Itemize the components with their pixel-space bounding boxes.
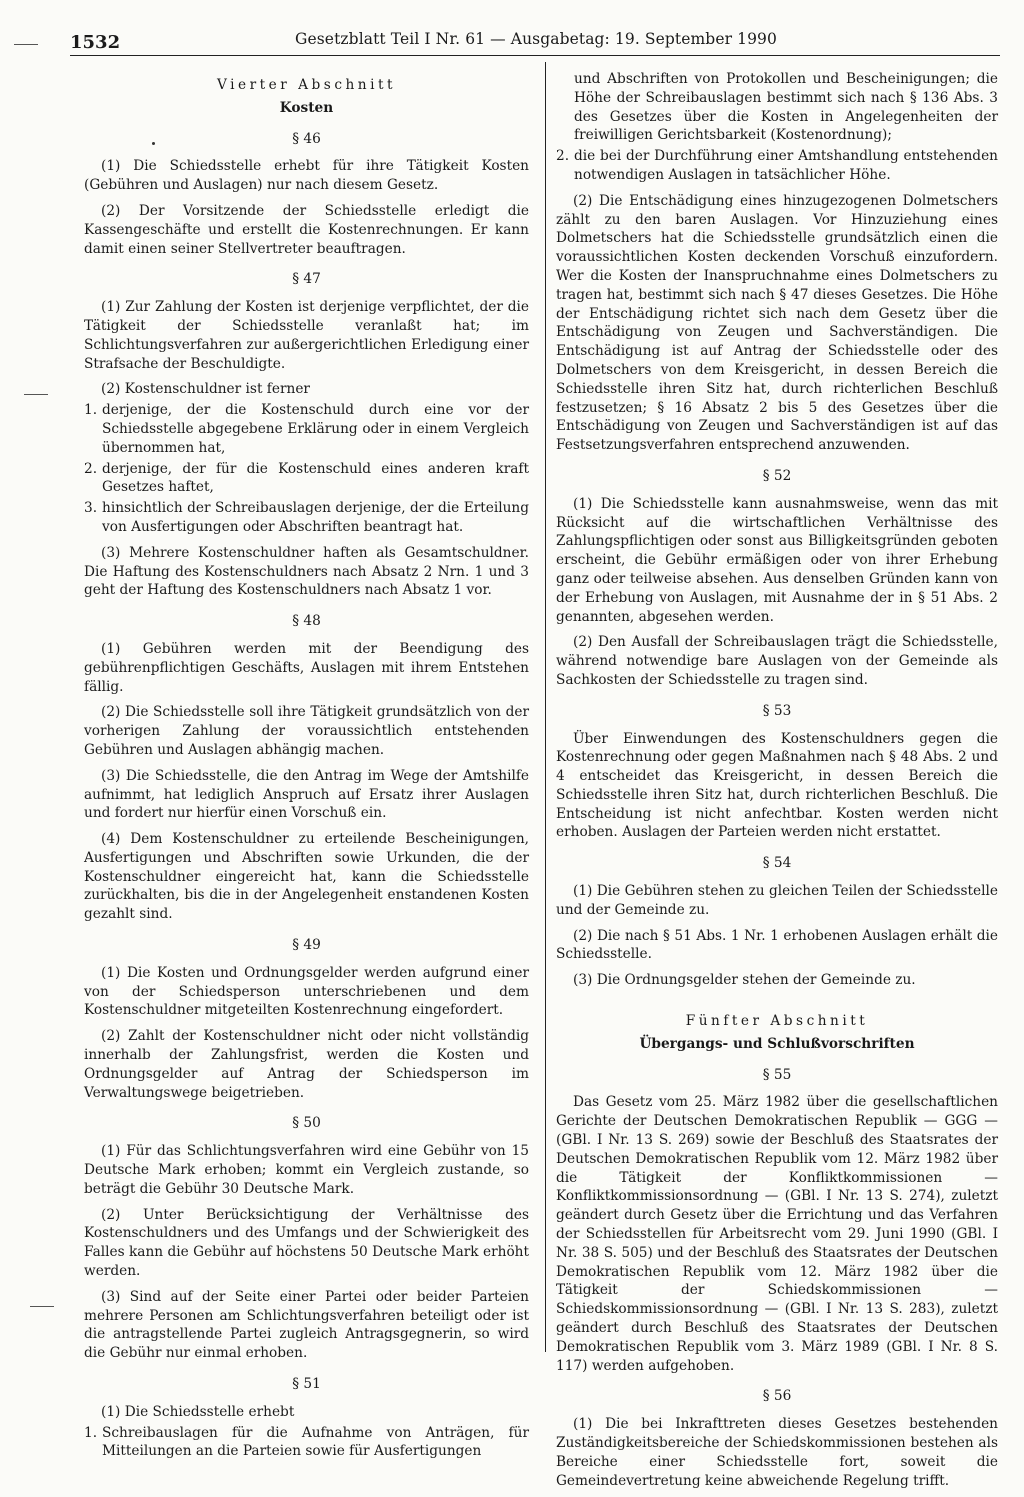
paragraph-50-2: (2) Unter Berücksichtigung der Verhältnisse des Kostenschuldners und des Umfangs und der Schwierigkeit des Falles kann die Gebühr auf höchstens 50 Deutsche Mark erhöht werden. <box>84 1206 529 1280</box>
paragraph-51-2: (2) Die Entschädigung eines hinzugezogenen Dolmetschers zählt zu den baren Auslagen. Vor Hinzuziehung eines Dolmetschers hat die Schiedsstelle grundsätzlich einen die voraussichtlichen Kosten deckenden Vorschuß einzufordern. Wer die Kosten der Inanspruchnahme eines Dolmetschers zu tragen hat, bestimmt sich nach § 47 dieses Gesetzes. Die Höhe der Entschädigung richtet sich nach dem Gesetz über die Entschädigung von Zeugen und Sachverständigen. Die Entschädigung ist auf Antrag der Schiedsstelle oder des Dolmetschers von dem Kreisgericht, in dessen Bereich die Schiedsstelle ihren Sitz hat, durch richterlichen Beschluß festzusetzen; § 16 Absatz 2 bis 5 des Gesetzes über die Entschädigung von Zeugen und Sachverständigen ist auf das Festsetzungsverfahren entsprechend anzuwenden. <box>556 192 998 454</box>
section-title-uebergang: Übergangs- und Schlußvorschriften <box>639 1035 915 1052</box>
paragraph-52-label: § 52 <box>762 467 792 484</box>
paragraph-53-label: § 53 <box>762 702 792 719</box>
paragraph-54-label: § 54 <box>762 855 792 872</box>
paragraph-49-label: § 49 <box>292 937 321 954</box>
right-column <box>556 70 998 1497</box>
paragraph-54-1: (1) Die Gebühren stehen zu gleichen Teilen der Schiedsstelle und der Gemeinde zu. <box>556 883 998 918</box>
header-rule <box>70 55 1000 56</box>
paragraph-48-3: (3) Die Schiedsstelle, die den Antrag im Wege der Amtshilfe aufnimmt, hat lediglich Anspruch auf Ersatz ihrer Auslagen und fordert nur hierfür einen Vorschuß ein. <box>84 767 529 822</box>
paragraph-52-2: (2) Den Ausfall der Schreibauslagen trägt die Schiedsstelle, während notwendige bare Auslagen von der Gemeinde als Sachkosten der Schiedsstelle zu tragen sind. <box>556 634 998 688</box>
section-title-kosten: Kosten <box>279 99 334 116</box>
paragraph-49-1: (1) Die Kosten und Ordnungsgelder werden aufgrund einer von der Schiedsperson unterschriebenen und dem Kostenschuldner mitgeteilten Kostenrechnung eingefordert. <box>84 964 529 1019</box>
list-item: 1. derjenige, der die Kostenschuld durch eine vor der Schiedsstelle abgegebene Erklärung oder in einem Vergleich übernommen hat, <box>84 402 529 456</box>
paragraph-51-1-list-cont <box>556 70 998 185</box>
list-item: 2. derjenige, der für die Kostenschuld eines anderen kraft Gesetzes haftet, <box>84 460 529 496</box>
running-title: Gesetzblatt Teil I Nr. 61 — Ausgabetag: 19. September 1990 <box>295 30 777 48</box>
paragraph-56-1: (1) Die bei Inkrafttreten dieses Gesetzes bestehenden Zuständigkeitsbereiche der Schiedskommissionen bestehen als Bereiche einer Schiedsstelle fort, soweit die Gemeindevertretung keine abweichende Regelung trifft. <box>556 1416 998 1489</box>
page-header <box>70 30 1000 56</box>
paragraph-48-label: § 48 <box>292 613 321 630</box>
paragraph-50-1: (1) Für das Schlichtungsverfahren wird eine Gebühr von 15 Deutsche Mark erhoben; kommt ein Vergleich zustande, so beträgt die Gebühr 30 Deutsche Mark. <box>84 1143 529 1197</box>
margin-mark <box>24 394 48 395</box>
paragraph-52-1: (1) Die Schiedsstelle kann ausnahmsweise, wenn das mit Rücksicht auf die wirtschaftlichen Verhältnisse des Zahlungspflichtigen oder sonst aus Billigkeitsgründen geboten erscheint, die Gebühr ermäßigen oder von ihrer Erhebung ganz oder teilweise absehen. Aus denselben Gründen kann von der Erhebung von Auslagen, mit Ausnahme der in § 51 Abs. 2 genannten, abgesehen werden. <box>556 495 998 625</box>
paragraph-47-label: § 47 <box>292 271 321 288</box>
paragraph-56-label: § 56 <box>762 1388 792 1405</box>
margin-mark <box>14 44 38 45</box>
paragraph-48-1: (1) Gebühren werden mit der Beendigung des gebührenpflichtigen Geschäfts, Auslagen mit ihrem Entstehen fällig. <box>84 640 529 695</box>
list-item: und Abschriften von Protokollen und Bescheinigungen; die Höhe der Schreibauslagen bestimmt sich nach § 136 Abs. 3 des Gesetzes über die Kosten in Angelegenheiten der freiwilligen Gerichtsbarkeit (Kostenordnung); <box>574 71 998 144</box>
paragraph-50-label: § 50 <box>292 1115 321 1132</box>
paragraph-55-1: Das Gesetz vom 25. März 1982 über die gesellschaftlichen Gerichte der Deutschen Demokratischen Republik — GGG — (GBl. I Nr. 13 S. 269) sowie der Beschluß des Staatsrates der Deutschen Demokratischen Republik vom 12. März 1982 über die Tätigkeit der Konfliktkommissionen — Konfliktkommissionsordnung — (GBl. I Nr. 13 S. 274), zuletzt geändert durch Gesetz über die Errichtung und das Verfahren der Schiedsstellen für Arbeitsrecht vom 29. Juni 1990 (GBl. I Nr. 38 S. 505) und der Beschluß des Staatsrates der Deutschen Demokratischen Republik vom 12. März 1982 über die Tätigkeit der Schiedskommissionen — Schiedskommissionsordnung — (GBl. I Nr. 13 S. 283), zuletzt geändert durch Beschluß des Staatsrates der Deutschen Demokratischen Republik vom 3. März 1989 (GBl. I Nr. 8 S. 117) werden aufgehoben. <box>556 1094 998 1374</box>
margin-mark <box>30 1306 54 1307</box>
paragraph-46-2: (2) Der Vorsitzende der Schiedsstelle erledigt die Kassengeschäfte und erstellt die Kostenrechnungen. Er kann damit einen seiner Stellvertreter beauftragen. <box>84 202 529 257</box>
paragraph-49-2: (2) Zahlt der Kostenschuldner nicht oder nicht vollständig innerhalb der Zahlungsfrist, werden die Kosten und Ordnungsgelder auf Antrag der Schiedsperson im Verwaltungswege beigetrieben. <box>84 1028 529 1101</box>
list-item: 2. die bei der Durchführung einer Amtshandlung entstehenden notwendigen Auslagen in tatsächlicher Höhe. <box>556 148 998 183</box>
paragraph-54-2: (2) Die nach § 51 Abs. 1 Nr. 1 erhobenen Auslagen erhält die Schiedsstelle. <box>556 927 998 963</box>
list-item: 1. Schreibauslagen für die Aufnahme von Anträgen, für Mitteilungen an die Parteien sowie für Ausfertigungen <box>84 1424 529 1460</box>
paragraph-54-3: (3) Die Ordnungsgelder stehen der Gemeinde zu. <box>573 972 916 989</box>
paragraph-47-3: (3) Mehrere Kostenschuldner haften als Gesamtschuldner. Die Haftung des Kostenschuldners nach Absatz 2 Nrn. 1 und 3 geht der Haftung des Kostenschuldners nach Absatz 1 vor. <box>84 544 529 599</box>
section-heading-5: Fünfter Abschnitt <box>685 1013 869 1030</box>
column-divider <box>545 62 546 1352</box>
paragraph-47-1: (1) Zur Zahlung der Kosten ist derjenige verpflichtet, der die Tätigkeit der Schiedsstelle veranlaßt hat; im Schlichtungsverfahren zur außergerichtlichen Erledigung einer Strafsache der Beschuldigte. <box>84 299 529 372</box>
paragraph-51-label: § 51 <box>292 1376 321 1393</box>
paragraph-48-2: (2) Die Schiedsstelle soll ihre Tätigkeit grundsätzlich von der vorherigen Zahlung der voraussichtlich entstehenden Gebühren und Auslagen abhängig machen. <box>84 704 529 758</box>
paragraph-51-1-list <box>84 1424 529 1462</box>
paragraph-50-3: (3) Sind auf der Seite einer Partei oder beider Parteien mehrere Personen am Schlichtungsverfahren beteiligt oder ist die antragstellende Partei zugleich Antragsgegnerin, so wird die Gebühr nur einmal erhoben. <box>84 1288 529 1362</box>
page-number: 1532 <box>70 32 121 53</box>
paragraph-51-1-intro: (1) Die Schiedsstelle erhebt <box>101 1403 295 1420</box>
paragraph-47-2-list <box>84 401 529 537</box>
left-column <box>84 74 529 1468</box>
paragraph-46-label: § 46 <box>292 130 321 147</box>
paragraph-48-4: (4) Dem Kostenschuldner zu erteilende Bescheinigungen, Ausfertigungen und Abschriften sowie Urkunden, die der Kostenschuldner eingereicht hat, kann die Schiedsstelle zurückhalten, bis die in der Angelegenheit enstandenen Kosten gezahlt sind. <box>84 831 529 923</box>
list-item: 3. hinsichtlich der Schreibauslagen derjenige, der die Erteilung von Ausfertigungen oder Abschriften beantragt hat. <box>84 500 529 535</box>
paragraph-53-1: Über Einwendungen des Kostenschuldners gegen die Kostenrechnung oder gegen Maßnahmen nach § 48 Abs. 2 und 4 entscheidet das Kreisgericht, in dessen Bereich die Schiedsstelle ihren Sitz hat, durch richterlichen Beschluß. Die Entscheidung ist nicht anfechtbar. Kosten werden nicht erhoben. Auslagen der Parteien werden nicht erstattet. <box>556 730 998 841</box>
paragraph-55-label: § 55 <box>762 1066 792 1083</box>
paragraph-47-2-intro: (2) Kostenschuldner ist ferner <box>101 381 310 398</box>
section-heading-4: Vierter Abschnitt <box>216 77 396 93</box>
paragraph-46-1: (1) Die Schiedsstelle erhebt für ihre Tätigkeit Kosten (Gebühren und Auslagen) nur nach diesem Gesetz. <box>84 158 529 194</box>
